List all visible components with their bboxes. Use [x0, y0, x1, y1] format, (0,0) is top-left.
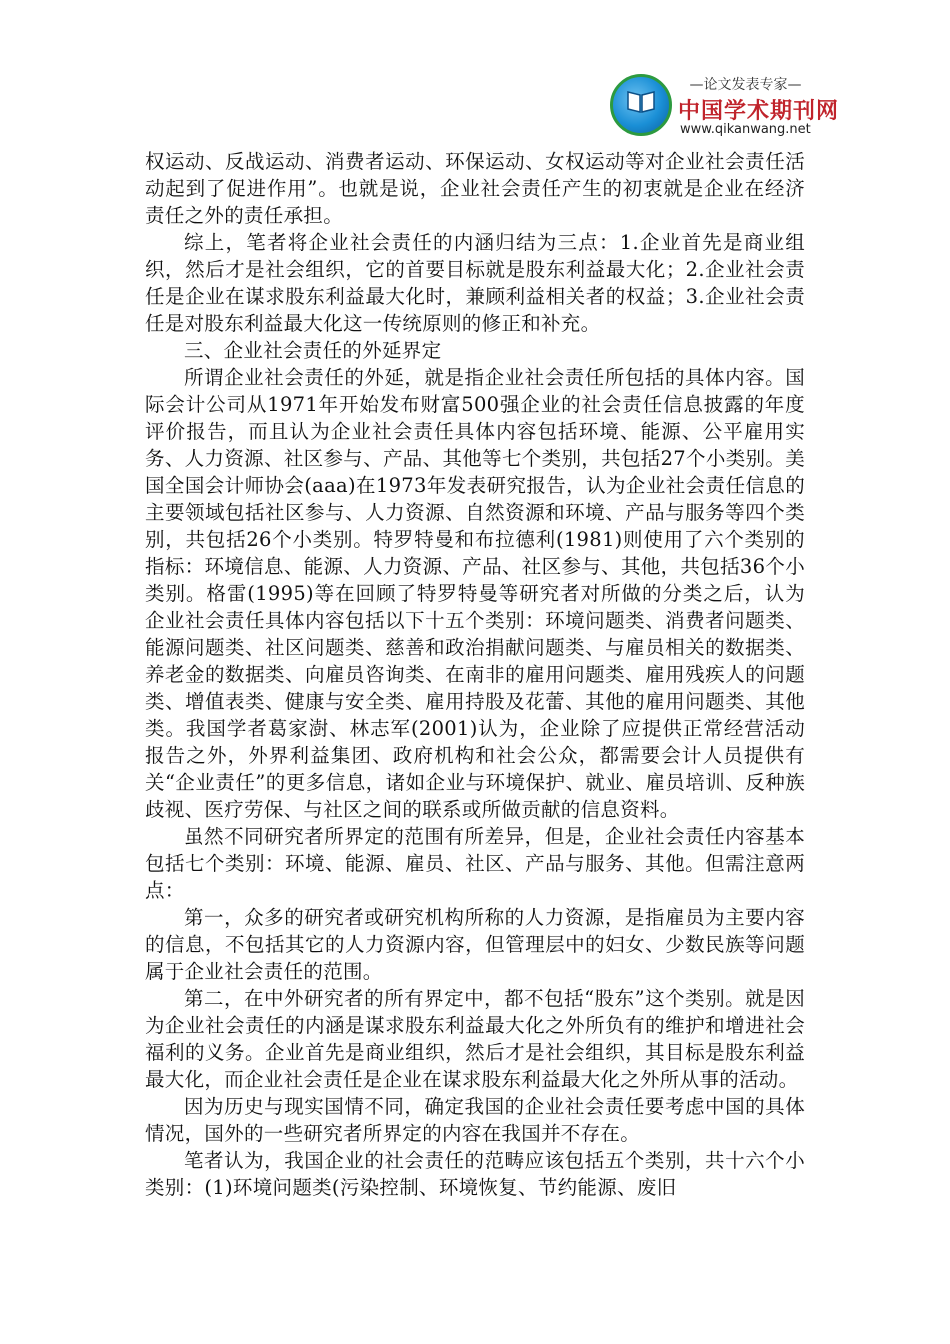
logo-url: www.qikanwang.net — [680, 122, 811, 137]
paragraph: 第二，在中外研究者的所有界定中，都不包括“股东”这个类别。就是因为企业社会责任的内涵是谋求股东利益最大化之外所负有的维护和增进社会福利的义务。企业首先是商业组织，然后才是社会组织，其目标是股东利益最大化，而企业社会责任是企业在谋求股东利益最大化之外所从事的活动。 — [145, 987, 805, 1091]
paragraph: 虽然不同研究者所界定的范围有所差异，但是，企业社会责任内容基本包括七个类别：环境、能源、雇员、社区、产品与服务、其他。但需注意两点： — [145, 825, 805, 902]
book-icon — [626, 88, 656, 114]
logo-tagline: —论文发表专家— — [689, 77, 802, 93]
article-body — [145, 148, 805, 1201]
paragraph: 所谓企业社会责任的外延，就是指企业社会责任所包括的具体内容。国际会计公司从1971年开始发布财富500强企业的社会责任信息披露的年度评价报告，而且认为企业社会责任具体内容包括环境、能源、公平雇用实务、人力资源、社区参与、产品、其他等七个类别，共包括27个小类别。美国全国会计师协会(aaa)在1973年发表研究报告，认为企业社会责任信息的主要领域包括社区参与、人力资源、自然资源和环境、产品与服务等四个类别，共包括26个小类别。特罗特曼和布拉德利(1981)则使用了六个类别的指标：环境信息、能源、人力资源、产品、社区参与、其他，共包括36个小类别。格雷(1995)等在回顾了特罗特曼等研究者对所做的分类之后，认为企业社会责任具体内容包括以下十五个类别：环境问题类、消费者问题类、能源问题类、社区问题类、慈善和政治捐献问题类、与雇员相关的数据类、养老金的数据类、向雇员咨询类、在南非的雇用问题类、雇用残疾人的问题类、增值表类、健康与安全类、雇用持股及花蕾、其他的雇用问题类、其他类。我国学者葛家澍、林志军(2001)认为，企业除了应提供正常经营活动报告之外，外界利益集团、政府机构和社会公众，都需要会计人员提供有关“企业责任”的更多信息，诸如企业与环境保护、就业、雇员培训、反种族歧视、医疗劳保、与社区之间的联系或所做贡献的信息资料。 — [145, 366, 805, 821]
paragraph-continued: 权运动、反战运动、消费者运动、环保运动、女权运动等对企业社会责任活动起到了促进作用”。也就是说，企业社会责任产生的初衷就是企业在经济责任之外的责任承担。 — [145, 150, 805, 227]
paragraph: 综上，笔者将企业社会责任的内涵归结为三点：1.企业首先是商业组织，然后才是社会组织，它的首要目标就是股东利益最大化；2.企业社会责任是企业在谋求股东利益最大化时，兼顾利益相关者的权益；3.企业社会责任是对股东利益最大化这一传统原则的修正和补充。 — [145, 231, 805, 335]
paragraph: 笔者认为，我国企业的社会责任的范畴应该包括五个类别，共十六个小类别：(1)环境问题类(污染控制、环境恢复、节约能源、废旧 — [145, 1149, 805, 1199]
paragraph: 因为历史与现实国情不同，确定我国的企业社会责任要考虑中国的具体情况，国外的一些研究者所界定的内容在我国并不存在。 — [145, 1095, 805, 1145]
site-logo — [610, 68, 840, 158]
paragraph: 第一，众多的研究者或研究机构所称的人力资源，是指雇员为主要内容的信息，不包括其它的人力资源内容，但管理层中的妇女、少数民族等问题属于企业社会责任的范围。 — [145, 906, 805, 983]
section-heading: 三、企业社会责任的外延界定 — [184, 339, 442, 362]
logo-brand: 中国学术期刊网 — [678, 99, 840, 124]
